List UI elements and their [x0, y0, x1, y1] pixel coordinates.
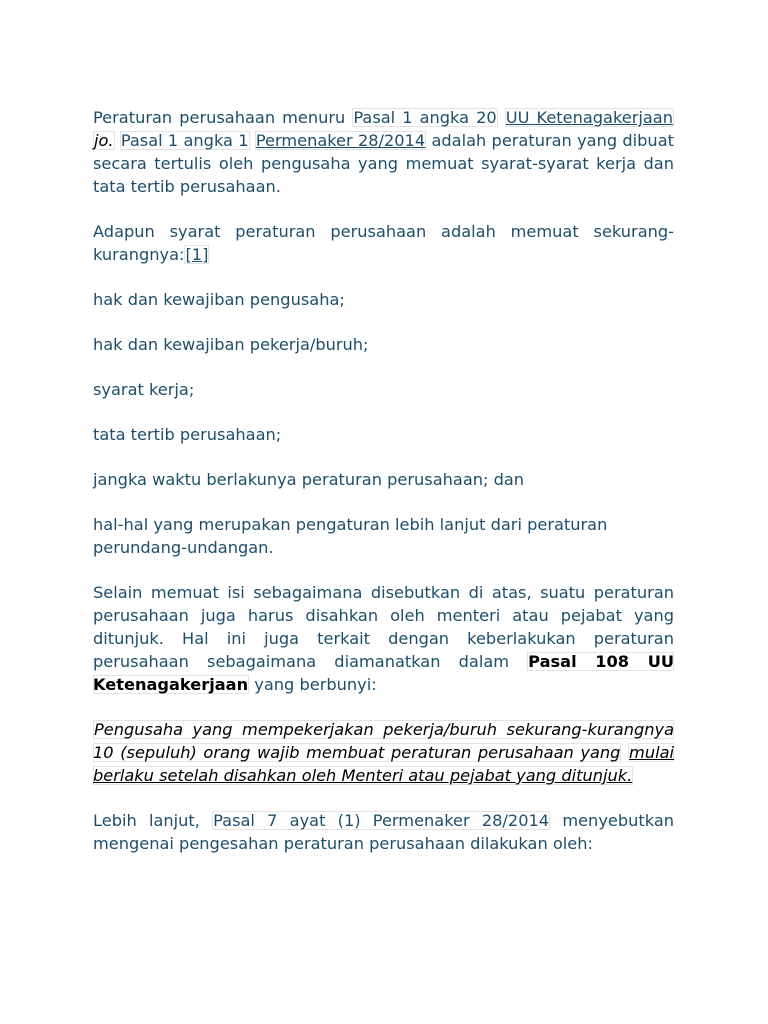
text: Peraturan perusahaan menuru — [93, 108, 346, 127]
list-item: tata tertib perusahaan; — [93, 425, 282, 444]
text: adalah peraturan yang dibuat secara tertulis oleh pengusaha yang memuat syarat-syarat kerja dan tata tertib perusahaan. — [93, 131, 674, 196]
article-reference: Pasal 7 ayat (1) Permenaker 28/2014 — [213, 811, 550, 830]
quoted-article — [93, 718, 674, 787]
pasal-108-reference: Pasal 108 UU Ketenagakerjaan — [93, 652, 674, 694]
paragraph-definition — [93, 106, 674, 198]
footnote-link[interactable]: [1] — [185, 245, 209, 264]
paragraph-requirements — [93, 220, 674, 266]
text: Lebih lanjut, — [93, 811, 200, 830]
quote-text: Pengusaha yang mempekerjakan pekerja/buruh sekurang-kurangnya 10 (sepuluh) orang wajib membuat peraturan perusahaan yang — [93, 720, 674, 762]
list-item: hak dan kewajiban pekerja/buruh; — [93, 335, 369, 354]
list-item: hal-hal yang merupakan pengaturan lebih lanjut dari peraturan perundang-undangan. — [93, 515, 608, 557]
text: yang berbunyi: — [254, 675, 377, 694]
article-reference: Pasal 1 angka 20 — [353, 108, 497, 127]
list-item: jangka waktu berlakunya peraturan perusahaan; dan — [93, 470, 525, 489]
jo-abbreviation: jo. — [94, 131, 114, 150]
uu-ketenagakerjaan-link[interactable]: UU Ketenagakerjaan — [505, 108, 673, 127]
quote-underlined-text: mulai berlaku setelah disahkan oleh Menteri atau pejabat yang ditunjuk. — [93, 743, 674, 785]
article-reference: Pasal 1 angka 1 — [120, 131, 249, 150]
paragraph-further — [93, 809, 674, 855]
document-body — [93, 106, 674, 877]
text: Adapun syarat peraturan perusahaan adalah memuat sekurang-kurangnya: — [93, 222, 674, 264]
paragraph-legalization — [93, 581, 674, 696]
list-item: syarat kerja; — [93, 380, 195, 399]
text: menyebutkan mengenai pengesahan peraturan perusahaan dilakukan oleh: — [93, 811, 675, 853]
text: Selain memuat isi sebagaimana disebutkan di atas, suatu peraturan perusahaan juga harus disahkan oleh menteri atau pejabat yang ditunjuk. Hal ini juga terkait dengan keberlakukan peraturan perusahaan sebagaimana diamanatkan dalam — [93, 583, 674, 671]
permenaker-link[interactable]: Permenaker 28/2014 — [255, 131, 426, 150]
list-item: hak dan kewajiban pengusaha; — [93, 290, 345, 309]
